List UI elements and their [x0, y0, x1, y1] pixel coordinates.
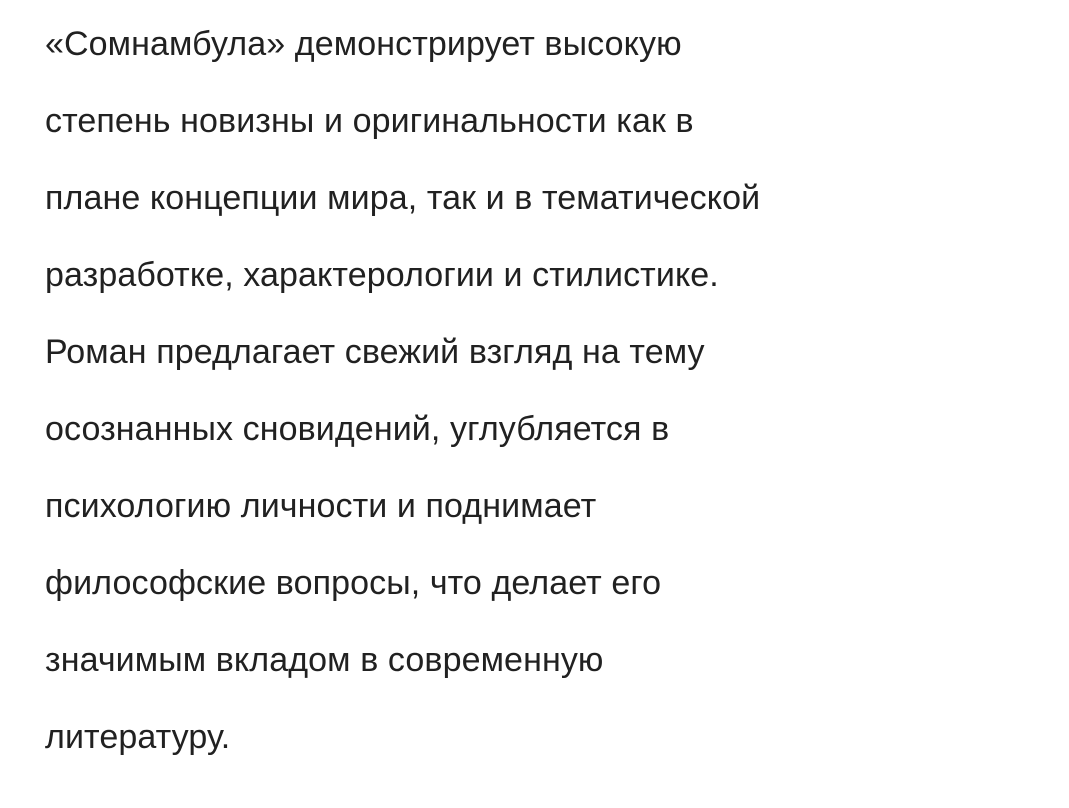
paragraph-line: осознанных сновидений, углубляется в	[45, 410, 670, 448]
paragraph-line: философские вопросы, что делает его	[45, 564, 662, 602]
paragraph-line: литературу.	[45, 718, 231, 756]
paragraph-line: «Сомнамбула» демонстрирует высокую	[45, 25, 682, 63]
paragraph-line: разработке, характерологии и стилистике.	[45, 256, 719, 294]
paragraph-line: степень новизны и оригинальности как в	[45, 102, 694, 140]
paragraph-line: Роман предлагает свежий взгляд на тему	[45, 333, 705, 371]
paragraph-line: значимым вкладом в современную	[45, 641, 604, 679]
review-paragraph	[45, 6, 1029, 776]
paragraph-line: плане концепции мира, так и в тематической	[45, 179, 761, 217]
paragraph-line: психологию личности и поднимает	[45, 487, 597, 525]
